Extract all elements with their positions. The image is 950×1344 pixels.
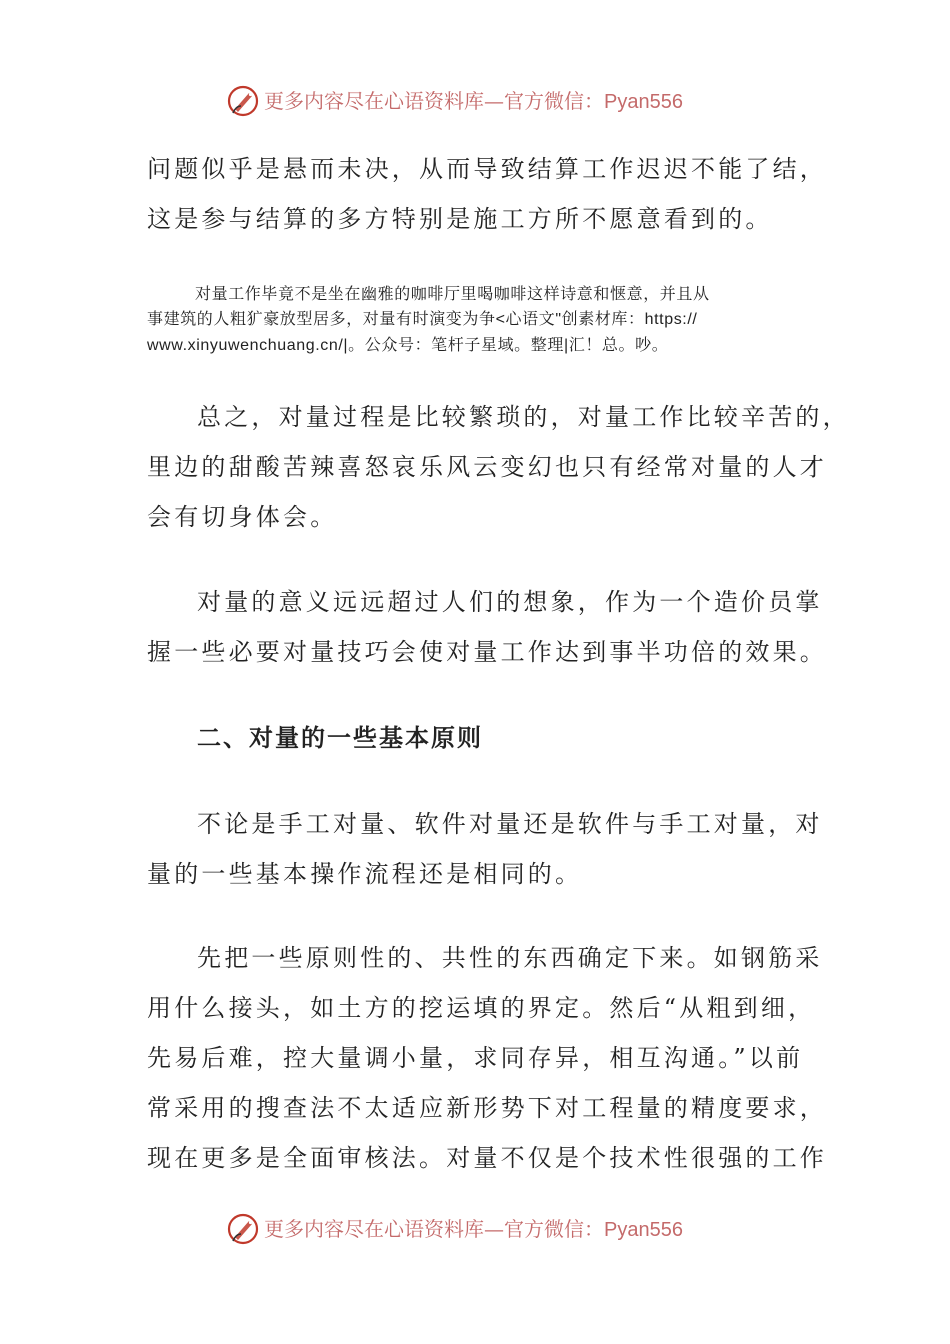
wechat-id: Pyan556 — [604, 1219, 683, 1241]
paragraph-1: 问题似乎是悬而未决，从而导致结算工作迟迟不能了结， 这是参与结算的多方特别是施工方所不愿意看到的。 — [147, 155, 827, 233]
paragraph-3: 对量的意义远远超过人们的想象，作为一个造价员掌 握一些必要对量技巧会使对量工作达到事半功倍的效果。 — [147, 588, 827, 666]
header-banner — [0, 80, 950, 120]
paragraph-2: 总之，对量过程是比较繁琐的，对量工作比较辛苦的， 里边的甜酸苦辣喜怒哀乐风云变幻也只有经常对量的人才 会有切身体会。 — [147, 403, 850, 531]
pen-logo-icon — [226, 84, 260, 118]
paragraph-5: 先把一些原则性的、共性的东西确定下来。如钢筋采 用什么接头，如土方的挖运填的界定。然后“从粗到细， 先易后难，控大量调小量，求同存异，相互沟通。”以前 常采用的搜查法不太适应新形势下对工程量的精度要求， 现在更多是全面审核法。对量不仅是个技术性很强的工作 — [147, 944, 827, 1172]
paragraph-4: 不论是手工对量、软件对量还是软件与手工对量，对 量的一些基本操作流程还是相同的。 — [147, 810, 823, 888]
header-banner-text: 更多内容尽在心语资料库—官方微信：Pyan556 — [264, 89, 683, 113]
inserted-note: 对量工作毕竟不是坐在幽雅的咖啡厅里喝咖啡这样诗意和惬意，并且从 事建筑的人粗犷豪放型居多，对量有时演变为争<心语文"创素材库：https:// www.xinyuwenchuang.cn/|。公众号：笔杆子星域。整理|汇！总。吵。 — [147, 284, 710, 354]
footer-banner — [0, 1208, 950, 1248]
footer-banner-text: 更多内容尽在心语资料库—官方微信：Pyan556 — [264, 1217, 683, 1241]
pen-logo-icon — [226, 1212, 260, 1246]
wechat-id: Pyan556 — [604, 91, 683, 113]
section-heading: 二、对量的一些基本原则 — [197, 724, 483, 752]
